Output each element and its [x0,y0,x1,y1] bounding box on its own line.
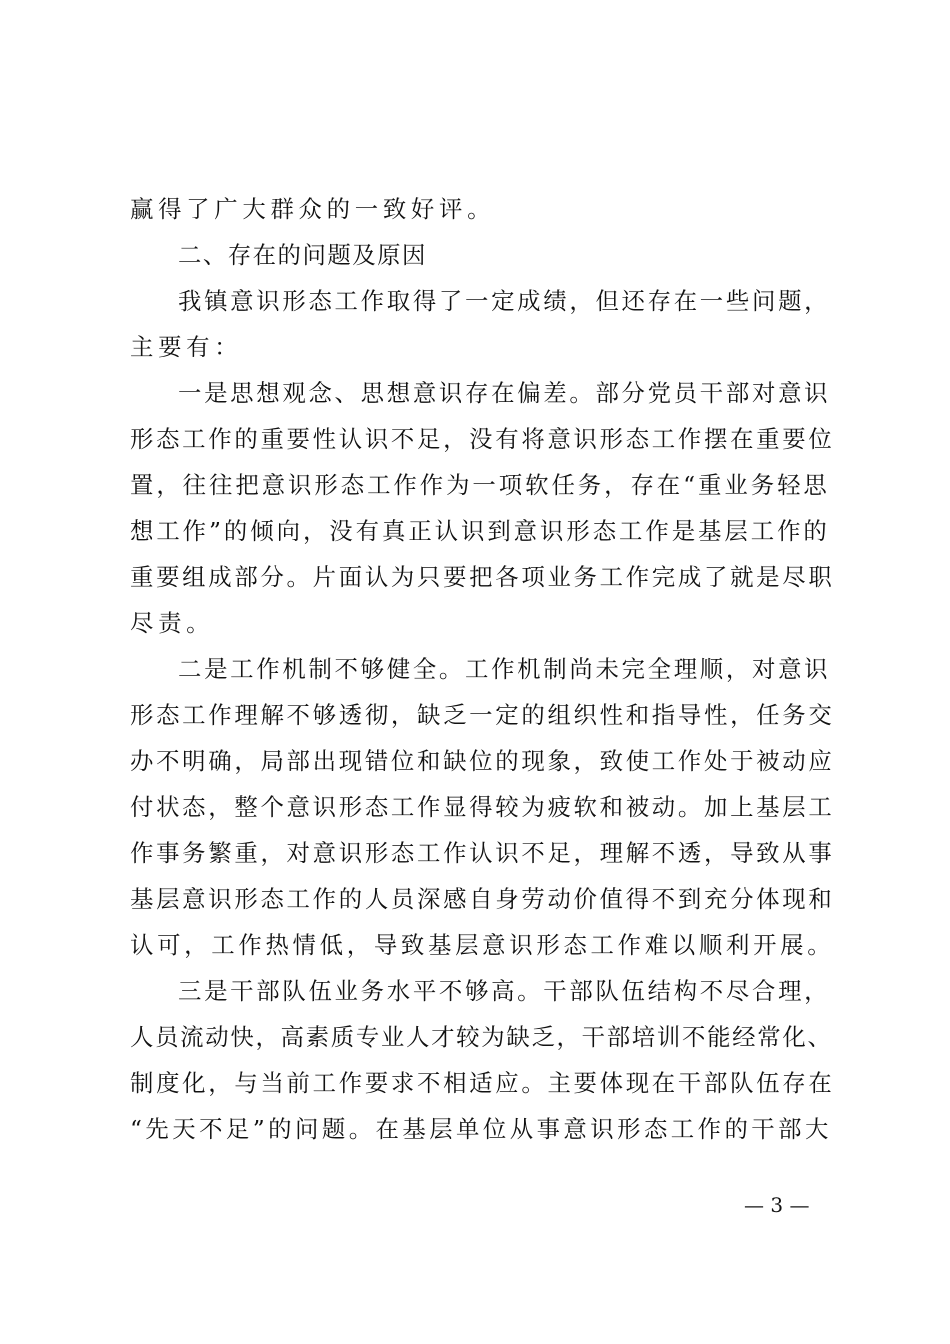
text-line: 我镇意识形态工作取得了一定成绩，但还存在一些问题， [178,287,831,315]
text-line: 认可，工作热情低，导致基层意识形态工作难以顺利开展。 [130,931,835,959]
text-line: 尽责。 [130,609,215,637]
text-line: 制度化，与当前工作要求不相适应。主要体现在干部队伍存在 [130,1069,835,1097]
body-text [130,186,836,1152]
text-line: 二是工作机制不够健全。工作机制尚未完全理顺，对意识 [178,655,831,683]
text-line: 想工作”的倾向，没有真正认识到意识形态工作是基层工作的 [130,517,830,545]
text-line: 主要有： [130,333,243,361]
text-line: 人员流动快，高素质专业人才较为缺乏，干部培训不能经常化、 [130,1023,833,1051]
page-number: — 3 — [744,1193,810,1217]
text-line: 一是思想观念、思想意识存在偏差。部分党员干部对意识 [178,379,831,407]
text-line: 作事务繁重，对意识形态工作认识不足，理解不透，导致从事 [130,839,835,867]
text-line: “先天不足”的问题。在基层单位从事意识形态工作的干部大 [130,1115,832,1143]
text-line: 基层意识形态工作的人员深感自身劳动价值得不到充分体现和 [130,885,835,913]
text-line: 形态工作理解不够透彻，缺乏一定的组织性和指导性，任务交 [130,701,835,729]
section-heading: 二、存在的问题及原因 [178,241,427,269]
text-line: 办不明确，局部出现错位和缺位的现象，致使工作处于被动应 [130,747,835,775]
text-line: 赢得了广大群众的一致好评。 [130,195,496,223]
text-line: 置，往往把意识形态工作作为一项软任务，存在“重业务轻思 [130,471,830,499]
text-line: 形态工作的重要性认识不足，没有将意识形态工作摆在重要位 [130,425,835,453]
text-line: 三是干部队伍业务水平不够高。干部队伍结构不尽合理， [178,977,831,1005]
text-line: 付状态，整个意识形态工作显得较为疲软和被动。加上基层工 [130,793,835,821]
text-line: 重要组成部分。片面认为只要把各项业务工作完成了就是尽职 [130,563,835,591]
